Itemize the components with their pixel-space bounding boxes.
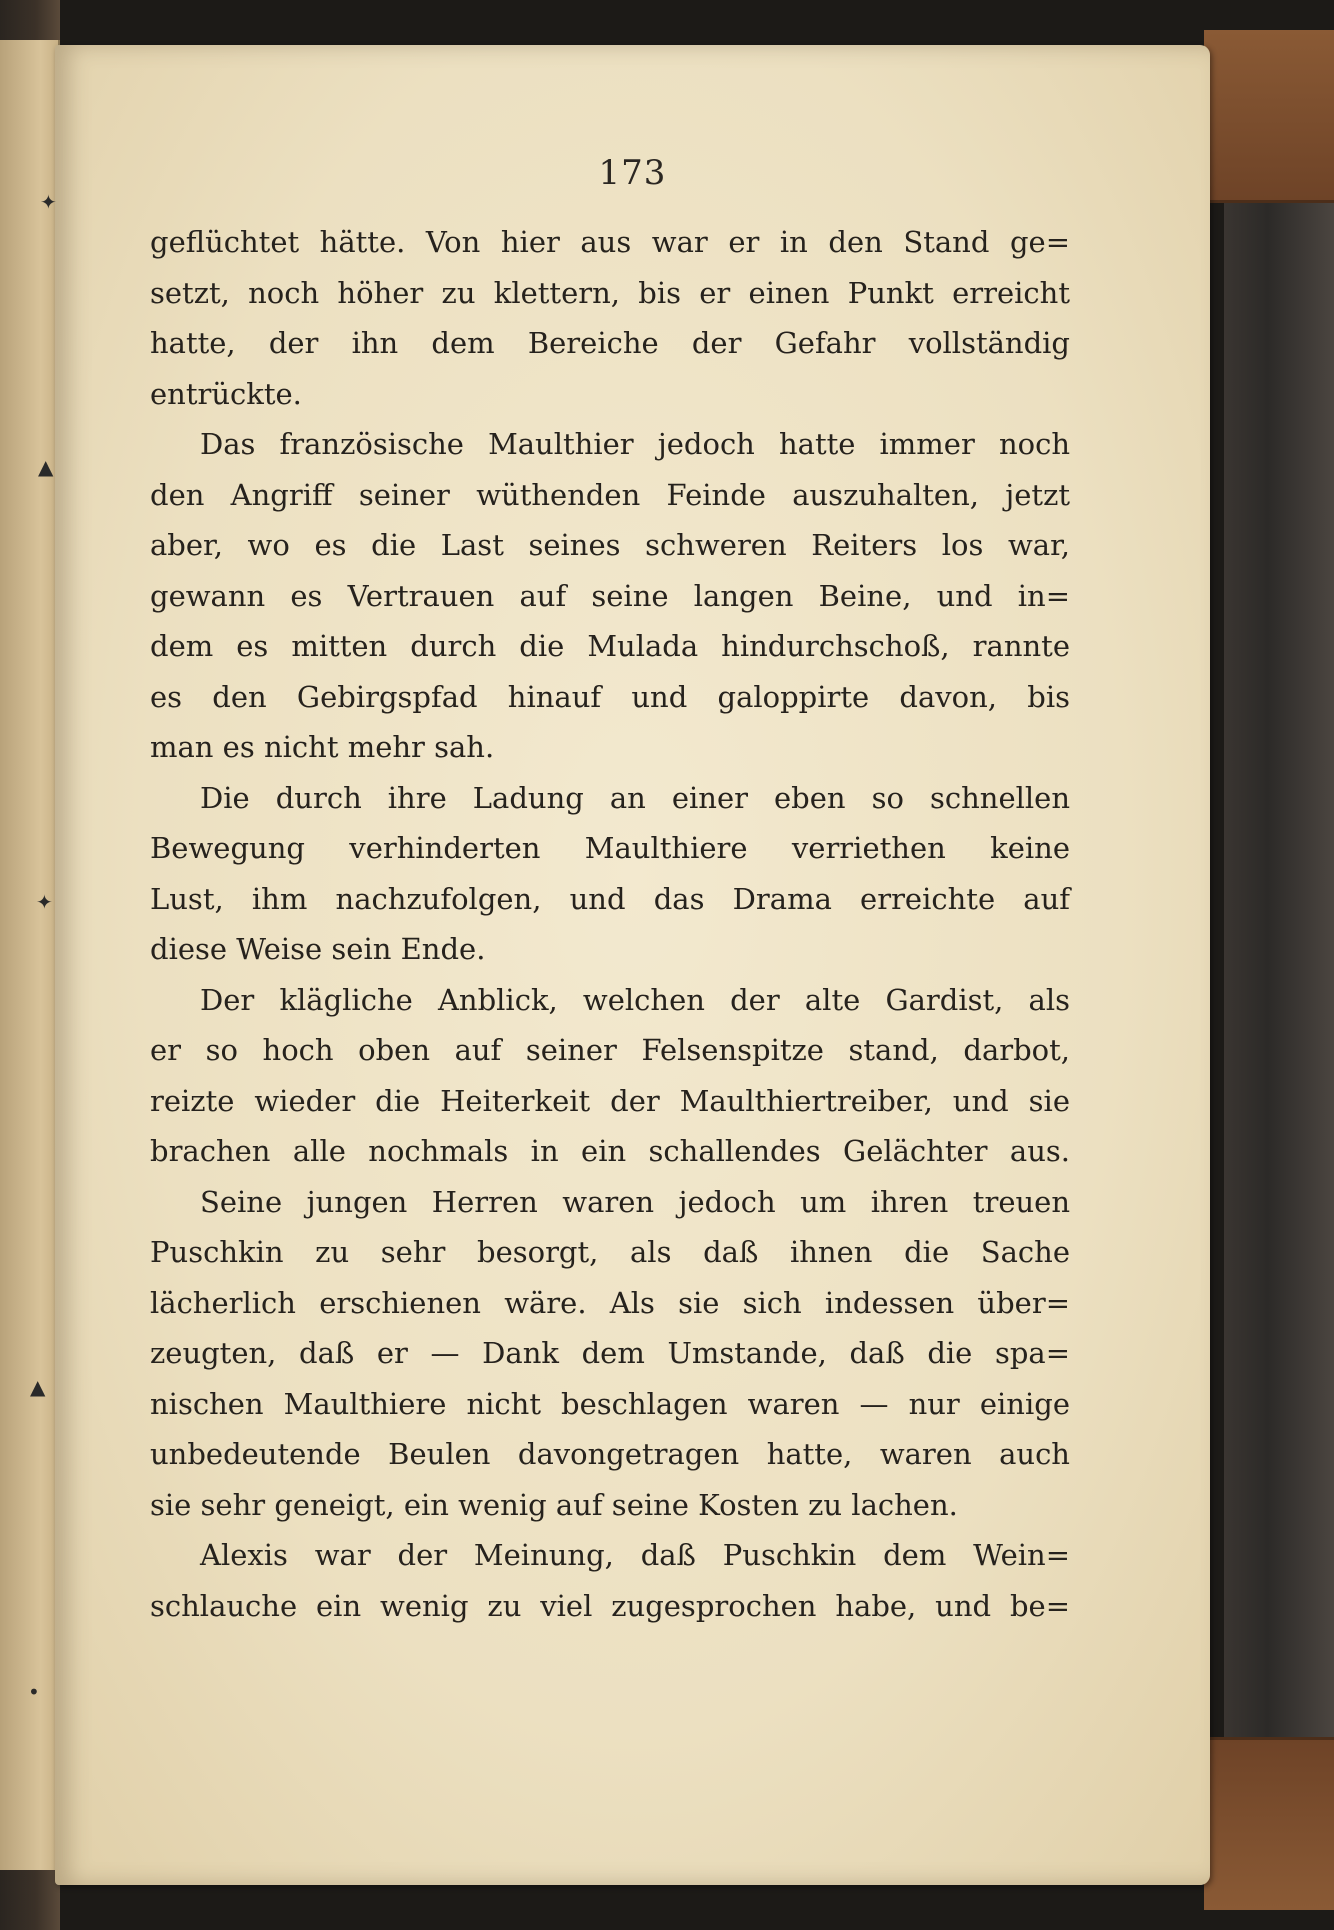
text-line: zeugten, daß er — Dank dem Umstande, daß die spa= bbox=[150, 1336, 1070, 1370]
text-line: Seine jungen Herren waren jedoch um ihren treuen bbox=[200, 1184, 1070, 1219]
text-line: es den Gebirgspfad hinauf und galoppirte davon, bis bbox=[150, 679, 1070, 714]
text-line: schlauche ein wenig zu viel zugesprochen habe, und be= bbox=[150, 1588, 1070, 1623]
text-line: dem es mitten durch die Mulada hindurchschoß, rannte bbox=[150, 629, 1070, 663]
margin-mark: • bbox=[28, 1680, 40, 1704]
text-line: setzt, noch höher zu klettern, bis er einen Punkt erreicht bbox=[150, 275, 1070, 310]
text-line: unbedeutende Beulen davongetragen hatte, waren auch bbox=[150, 1437, 1070, 1471]
page-text bbox=[150, 217, 1070, 1631]
text-line: Bewegung verhinderten Maulthiere verriethen keine bbox=[150, 831, 1070, 865]
book-spine bbox=[1224, 30, 1334, 1910]
margin-mark: ▲ bbox=[38, 455, 54, 479]
text-line: Puschkin zu sehr besorgt, als daß ihnen die Sache bbox=[150, 1235, 1070, 1269]
leather-corner-top bbox=[1204, 30, 1334, 203]
text-line: brachen alle nochmals in ein schallendes Gelächter aus. bbox=[150, 1134, 1070, 1168]
page-number: 173 bbox=[598, 153, 667, 193]
text-line: nischen Maulthiere nicht beschlagen waren — nur einige bbox=[150, 1386, 1070, 1421]
text-line: man es nicht mehr sah. bbox=[150, 730, 495, 764]
book-page bbox=[55, 45, 1210, 1885]
text-line: Lust, ihm nachzufolgen, und das Drama erreichte auf bbox=[150, 881, 1070, 916]
margin-mark: ✦ bbox=[36, 890, 53, 914]
text-line: hatte, der ihn dem Bereiche der Gefahr vollständig bbox=[150, 326, 1070, 360]
text-line: entrückte. bbox=[150, 376, 302, 411]
margin-mark: ✦ bbox=[40, 190, 57, 214]
left-page-edge bbox=[0, 40, 60, 1870]
text-line: lächerlich erschienen wäre. Als sie sich indessen über= bbox=[150, 1285, 1070, 1320]
text-line: er so hoch oben auf seiner Felsenspitze stand, darbot, bbox=[150, 1033, 1070, 1067]
text-line: Die durch ihre Ladung an einer eben so schnellen bbox=[200, 780, 1070, 815]
margin-mark: ▲ bbox=[30, 1375, 46, 1399]
text-line: Der klägliche Anblick, welchen der alte Gardist, als bbox=[200, 982, 1070, 1017]
text-line: den Angriff seiner wüthenden Feinde auszuhalten, jetzt bbox=[150, 477, 1070, 512]
text-line: Alexis war der Meinung, daß Puschkin dem Wein= bbox=[200, 1538, 1070, 1572]
text-line: aber, wo es die Last seines schweren Reiters los war, bbox=[150, 528, 1070, 562]
text-line: diese Weise sein Ende. bbox=[150, 932, 486, 966]
text-line: sie sehr geneigt, ein wenig auf seine Kosten zu lachen. bbox=[150, 1487, 958, 1522]
text-line: reizte wieder die Heiterkeit der Maulthiertreiber, und sie bbox=[150, 1083, 1070, 1118]
text-line: gewann es Vertrauen auf seine langen Beine, und in= bbox=[150, 578, 1070, 613]
text-line: geflüchtet hätte. Von hier aus war er in den Stand ge= bbox=[150, 225, 1070, 259]
text-line: Das französische Maulthier jedoch hatte immer noch bbox=[200, 427, 1070, 461]
leather-corner-bottom bbox=[1204, 1737, 1334, 1910]
